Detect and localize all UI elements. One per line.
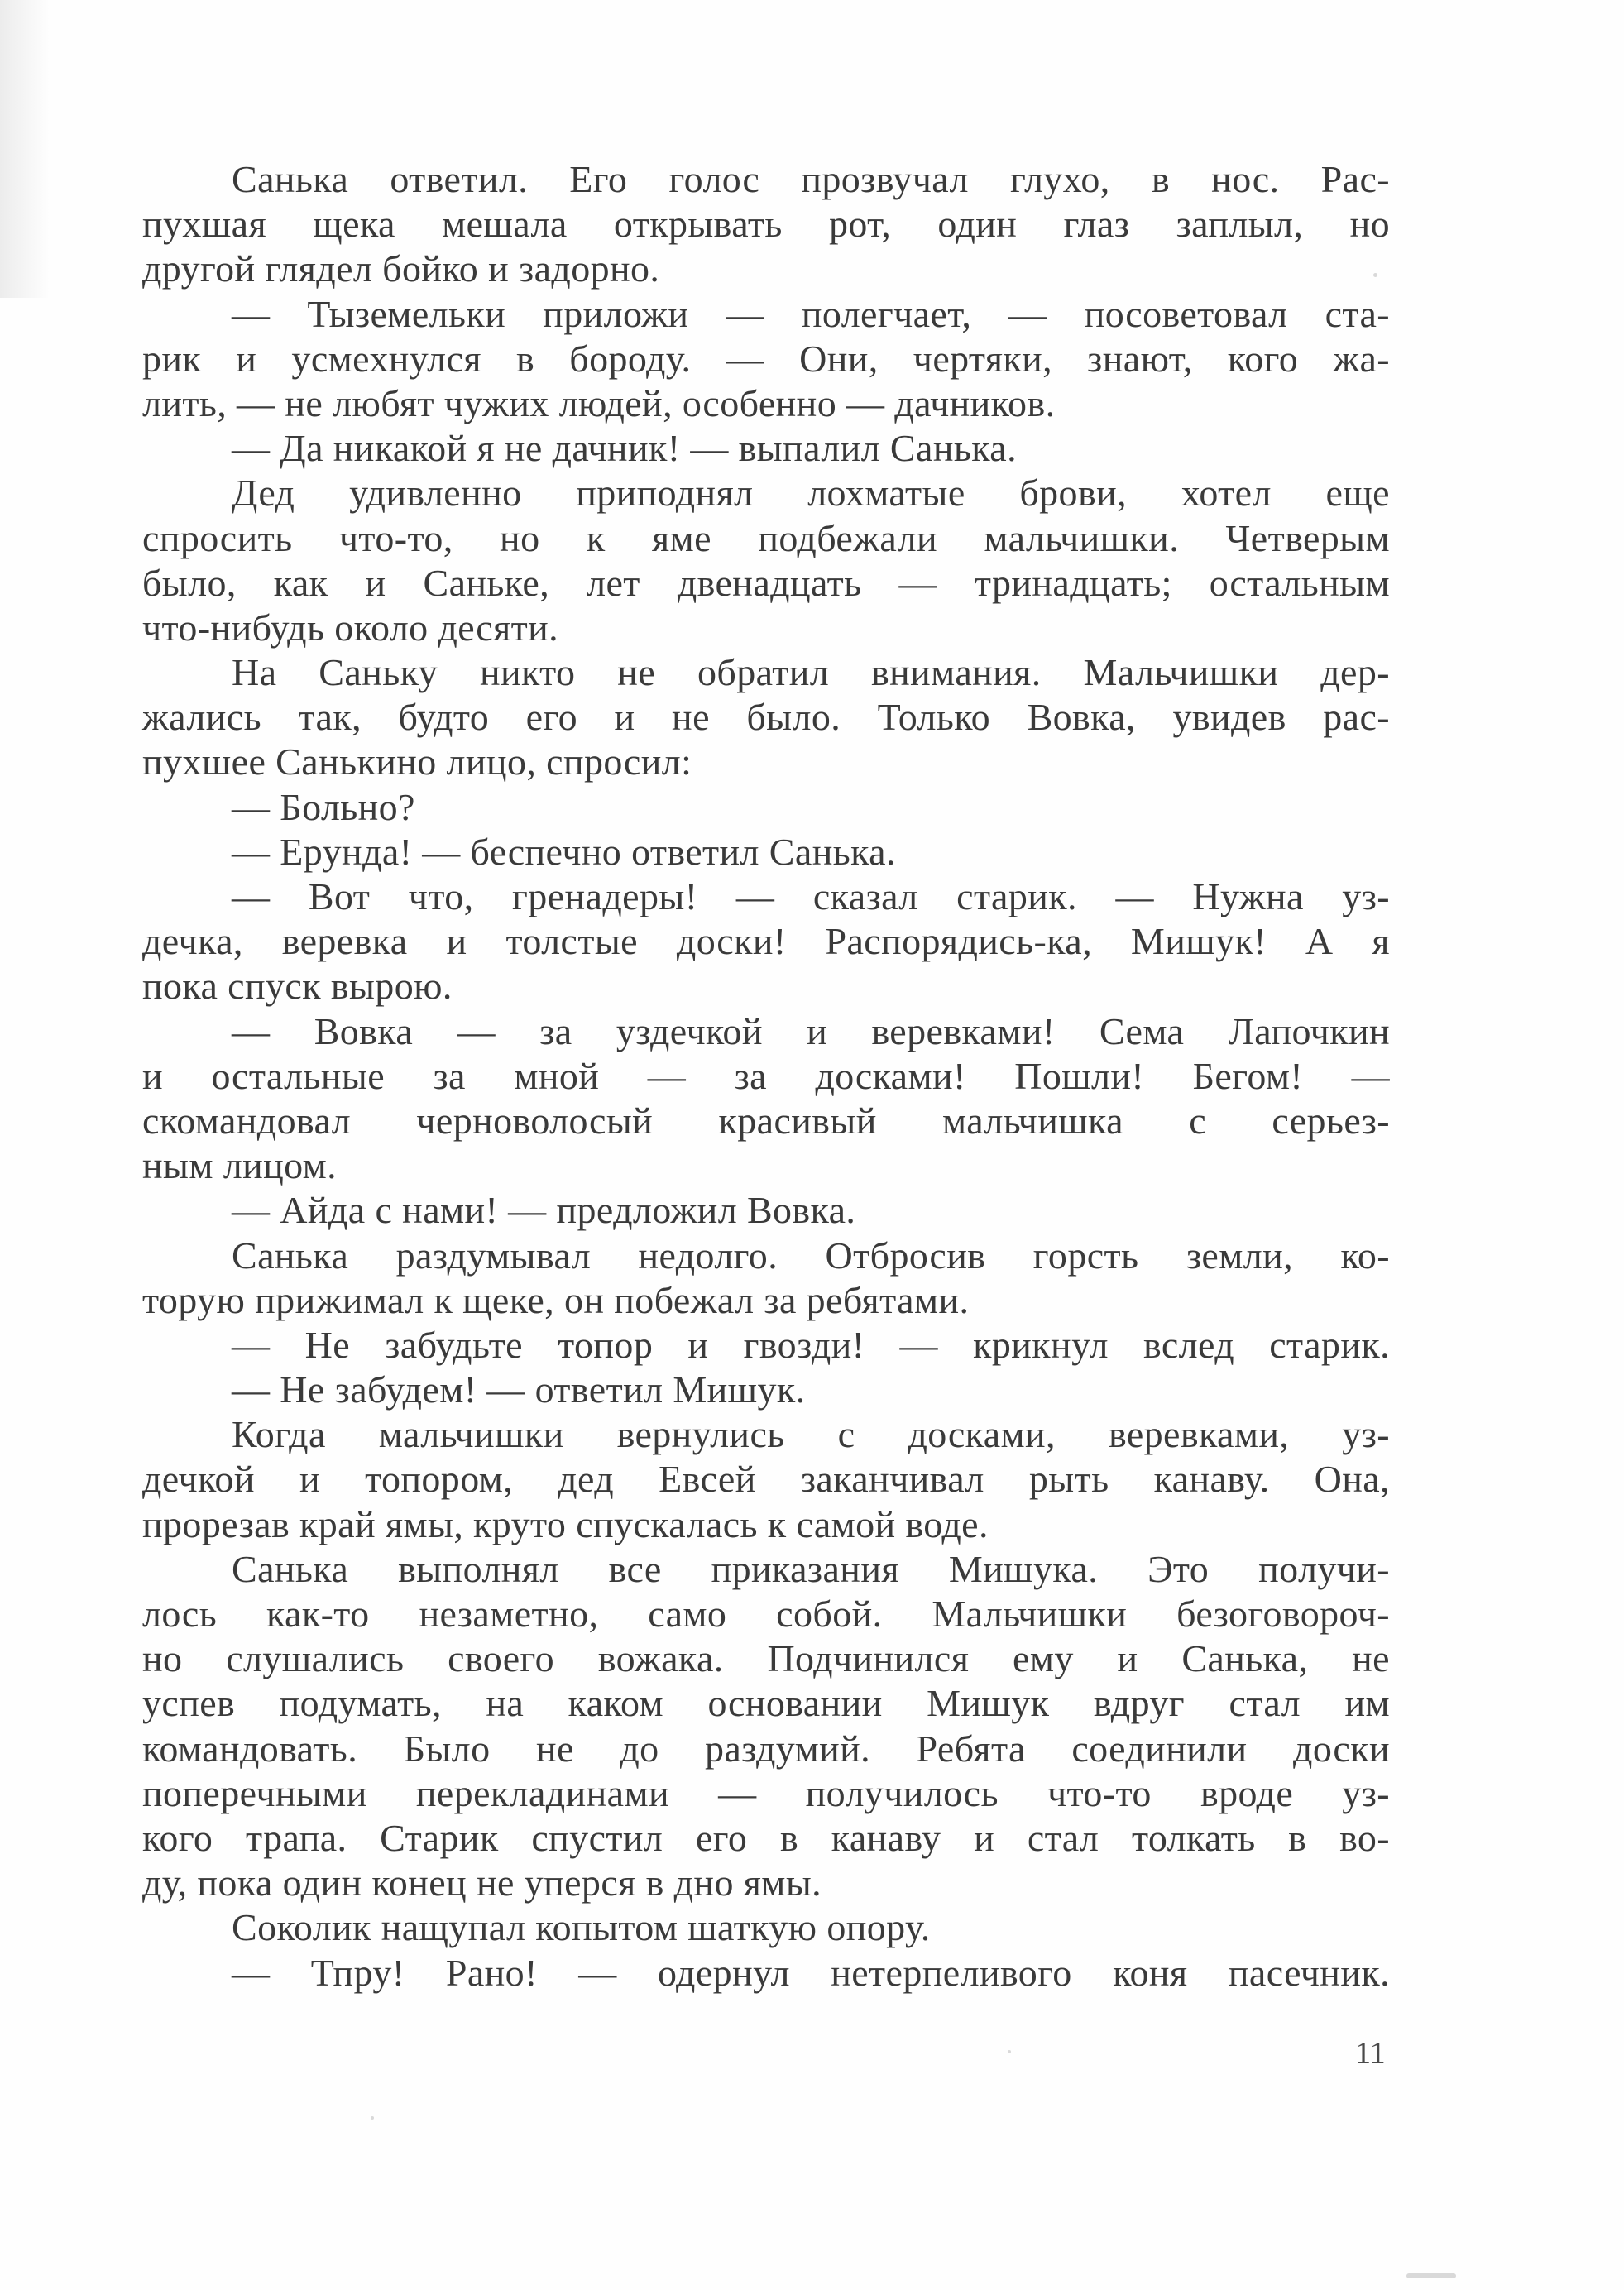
scan-speck bbox=[371, 2116, 374, 2120]
text-line: ду, пока один конец не уперся в дно ямы. bbox=[142, 1861, 822, 1904]
text-line: командовать. Было не до раздумий. Ребята соединили доски bbox=[142, 1727, 1390, 1770]
text-line: пухшая щека мешала открывать рот, один глаз заплыл, но bbox=[142, 203, 1390, 246]
text-line: пока спуск вырою. bbox=[142, 965, 453, 1008]
scan-speck bbox=[1008, 2050, 1011, 2053]
text-line: дечка, веревка и толстые доски! Распорядись-ка, Мишук! А я bbox=[142, 920, 1390, 963]
text-line: — Вовка — за уздечкой и веревками! Сема Лапочкин bbox=[232, 1009, 1390, 1052]
text-line: спросить что-то, но к яме подбежали мальчишки. Четверым bbox=[142, 516, 1390, 559]
text-line: рик и усмехнулся в бороду. — Они, чертяки, знают, кого жа- bbox=[142, 337, 1390, 380]
text-line: кого трапа. Старик спустил его в канаву и стал толкать в во- bbox=[142, 1816, 1390, 1859]
text-line: было, как и Саньке, лет двенадцать — тринадцать; остальным bbox=[142, 561, 1390, 604]
text-line: пухшее Санькино лицо, спросил: bbox=[142, 740, 692, 783]
text-line: жались так, будто его и не было. Только Вовка, увидев рас- bbox=[142, 696, 1390, 739]
text-line: поперечными перекладинами — получилось что-то вроде уз- bbox=[142, 1771, 1390, 1814]
text-line: ным лицом. bbox=[142, 1144, 338, 1187]
text-line: — Тпру! Рано! — одернул нетерпеливого коня пасечник. bbox=[232, 1951, 1390, 1994]
text-line: прорезав край ямы, круто спускалась к самой воде. bbox=[142, 1502, 989, 1545]
text-line: — Вот что, гренадеры! — сказал старик. — Нужна уз- bbox=[232, 875, 1390, 917]
text-line: На Саньку никто не обратил внимания. Мальчишки дер- bbox=[232, 651, 1390, 694]
text-line: Дед удивленно приподнял лохматые брови, хотел еще bbox=[232, 472, 1390, 515]
text-line: — Ерунда! — беспечно ответил Санька. bbox=[232, 830, 896, 873]
text-line: — Больно? bbox=[232, 785, 415, 828]
text-line: лось как-то незаметно, само собой. Мальчишки безоговороч- bbox=[142, 1593, 1390, 1635]
text-line: торую прижимал к щеке, он побежал за ребятами. bbox=[142, 1278, 970, 1321]
text-line: и остальные за мной — за досками! Пошли! Бегом! — bbox=[142, 1054, 1390, 1097]
text-line: другой глядел бойко и задорно. bbox=[142, 247, 660, 290]
text-line: Соколик нащупал копытом шаткую опору. bbox=[232, 1906, 931, 1949]
text-line: лить, — не любят чужих людей, особенно — дачников. bbox=[142, 381, 1056, 424]
text-line: Санька ответил. Его голос прозвучал глухо, в нос. Рас- bbox=[232, 158, 1390, 200]
text-line: — Не забудьте топор и гвозди! — крикнул вслед старик. bbox=[232, 1323, 1390, 1366]
text-line: — Тыземельки приложи — полегчает, — посоветовал ста- bbox=[232, 292, 1390, 335]
page-number: 11 bbox=[1355, 2036, 1386, 2071]
text-line: Санька выполнял все приказания Мишука. Это получи- bbox=[232, 1547, 1390, 1590]
scan-edge-shadow bbox=[0, 0, 50, 298]
text-line: но слушались своего вожака. Подчинился ему и Санька, не bbox=[142, 1637, 1390, 1680]
text-line: дечкой и топором, дед Евсей заканчивал рыть канаву. Она, bbox=[142, 1458, 1390, 1501]
text-line: скомандовал черноволосый красивый мальчишка с серьез- bbox=[142, 1099, 1390, 1142]
text-line: успев подумать, на каком основании Мишук вдруг стал им bbox=[142, 1682, 1390, 1725]
text-line: — Айда с нами! — предложил Вовка. bbox=[232, 1189, 856, 1232]
page-body-text bbox=[142, 157, 1390, 1995]
scan-speck bbox=[1406, 2273, 1456, 2278]
text-line: Когда мальчишки вернулись с досками, веревками, уз- bbox=[232, 1413, 1390, 1456]
text-line: — Не забудем! — ответил Мишук. bbox=[232, 1368, 806, 1411]
text-line: Санька раздумывал недолго. Отбросив горсть земли, ко- bbox=[232, 1234, 1390, 1277]
text-line: что-нибудь около десяти. bbox=[142, 606, 559, 649]
text-line: — Да никакой я не дачник! — выпалил Санька. bbox=[232, 427, 1017, 470]
